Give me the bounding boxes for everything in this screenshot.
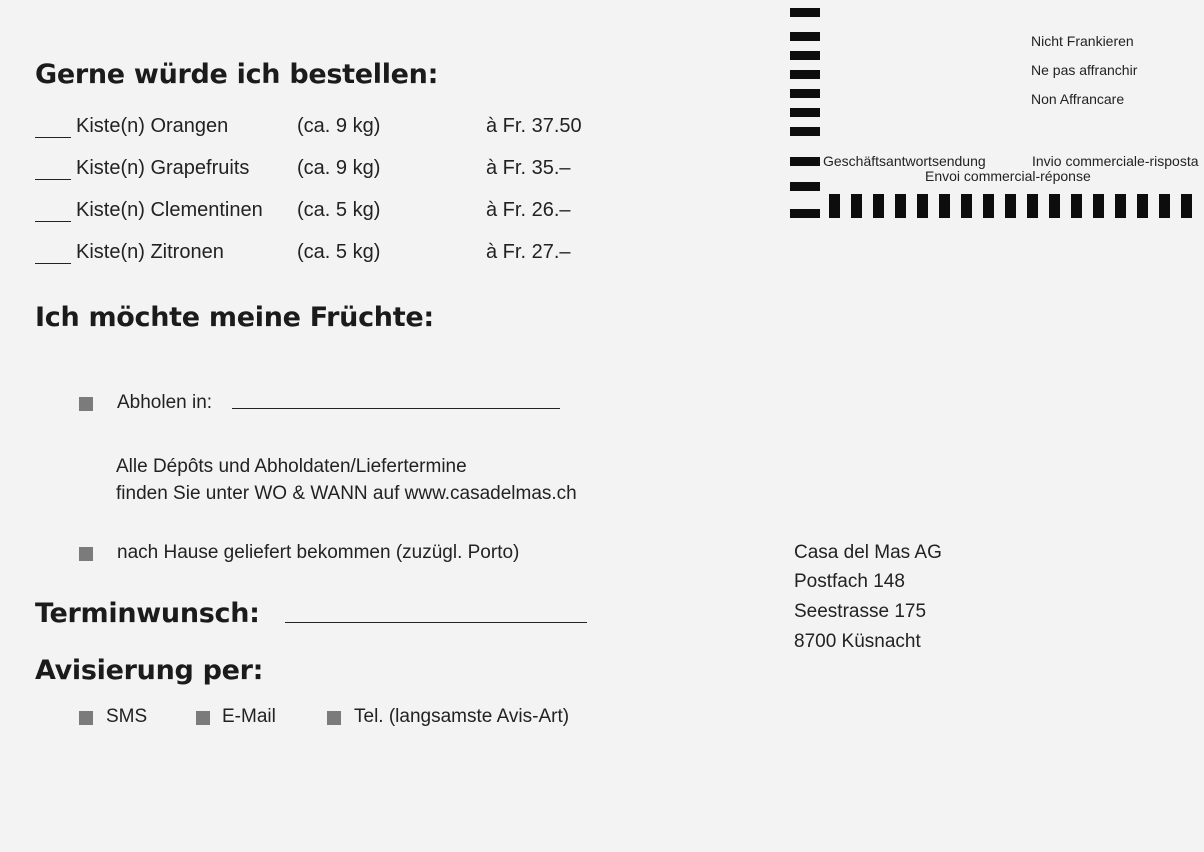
barcode-bar [829,194,840,218]
appointment-label: Terminwunsch: [35,598,260,629]
barcode-bar [1137,194,1148,218]
quantity-blank[interactable] [35,137,71,138]
item-price: à Fr. 37.50 [486,115,582,137]
barcode-bar [895,194,906,218]
postage-note-de: Nicht Frankieren [1031,33,1134,49]
phone-checkbox[interactable] [327,711,341,725]
email-label: E-Mail [222,706,276,727]
address-postbox: Postfach 148 [794,571,905,592]
barcode-bar [1159,194,1170,218]
item-name: Kiste(n) Zitronen [76,241,224,263]
barcode-bar [1071,194,1082,218]
email-checkbox[interactable] [196,711,210,725]
postage-note-fr: Ne pas affranchir [1031,62,1138,78]
home-delivery-label: nach Hause geliefert bekommen (zuzügl. Porto) [117,542,520,563]
item-price: à Fr. 35.– [486,157,571,179]
pickup-checkbox[interactable] [79,397,93,411]
barcode-bar [939,194,950,218]
reply-label-fr: Envoi commercial-réponse [925,168,1091,184]
address-street: Seestrasse 175 [794,601,927,622]
address-city: 8700 Küsnacht [794,631,921,652]
pickup-location-field[interactable] [232,408,560,409]
address-company: Casa del Mas AG [794,542,942,563]
quantity-blank[interactable] [35,179,71,180]
item-weight: (ca. 5 kg) [297,241,381,263]
reply-label-de: Geschäftsantwortsendung [823,153,986,169]
barcode-bar [917,194,928,218]
delivery-heading: Ich möchte meine Früchte: [35,302,434,333]
item-weight: (ca. 9 kg) [297,115,381,137]
postage-note-it: Non Affrancare [1031,91,1125,107]
barcode-bar [1093,194,1104,218]
quantity-blank[interactable] [35,263,71,264]
home-delivery-checkbox[interactable] [79,547,93,561]
barcode-mark [790,70,820,79]
barcode-mark [790,32,820,41]
pickup-label: Abholen in: [117,392,213,413]
item-name: Kiste(n) Orangen [76,115,229,137]
reply-label-it: Invio commerciale-risposta [1032,153,1199,169]
quantity-blank[interactable] [35,221,71,222]
depot-info-line2: finden Sie unter WO & WANN auf www.casadelmas.ch [116,483,577,504]
barcode-bar [1049,194,1060,218]
barcode-bar [1181,194,1192,218]
barcode-bar [1027,194,1038,218]
item-name: Kiste(n) Grapefruits [76,157,250,179]
barcode-bar [873,194,884,218]
notification-heading: Avisierung per: [35,655,264,686]
barcode-mark [790,209,820,218]
barcode-mark [790,182,820,191]
barcode-bar [961,194,972,218]
barcode-bar [851,194,862,218]
barcode-mark [790,51,820,60]
item-price: à Fr. 27.– [486,241,571,263]
item-name: Kiste(n) Clementinen [76,199,263,221]
barcode-mark [790,8,820,17]
barcode-bar [983,194,994,218]
barcode-mark [790,157,820,166]
barcode-bar [1005,194,1016,218]
barcode-mark [790,127,820,136]
sms-label: SMS [106,706,148,727]
sms-checkbox[interactable] [79,711,93,725]
item-weight: (ca. 5 kg) [297,199,381,221]
appointment-field[interactable] [285,622,587,623]
item-weight: (ca. 9 kg) [297,157,381,179]
barcode-bar [1115,194,1126,218]
phone-label: Tel. (langsamste Avis-Art) [354,706,570,727]
barcode-mark [790,89,820,98]
depot-info-line1: Alle Dépôts und Abholdaten/Liefertermine [116,456,467,477]
order-heading: Gerne würde ich bestellen: [35,59,439,90]
barcode-mark [790,108,820,117]
item-price: à Fr. 26.– [486,199,571,221]
